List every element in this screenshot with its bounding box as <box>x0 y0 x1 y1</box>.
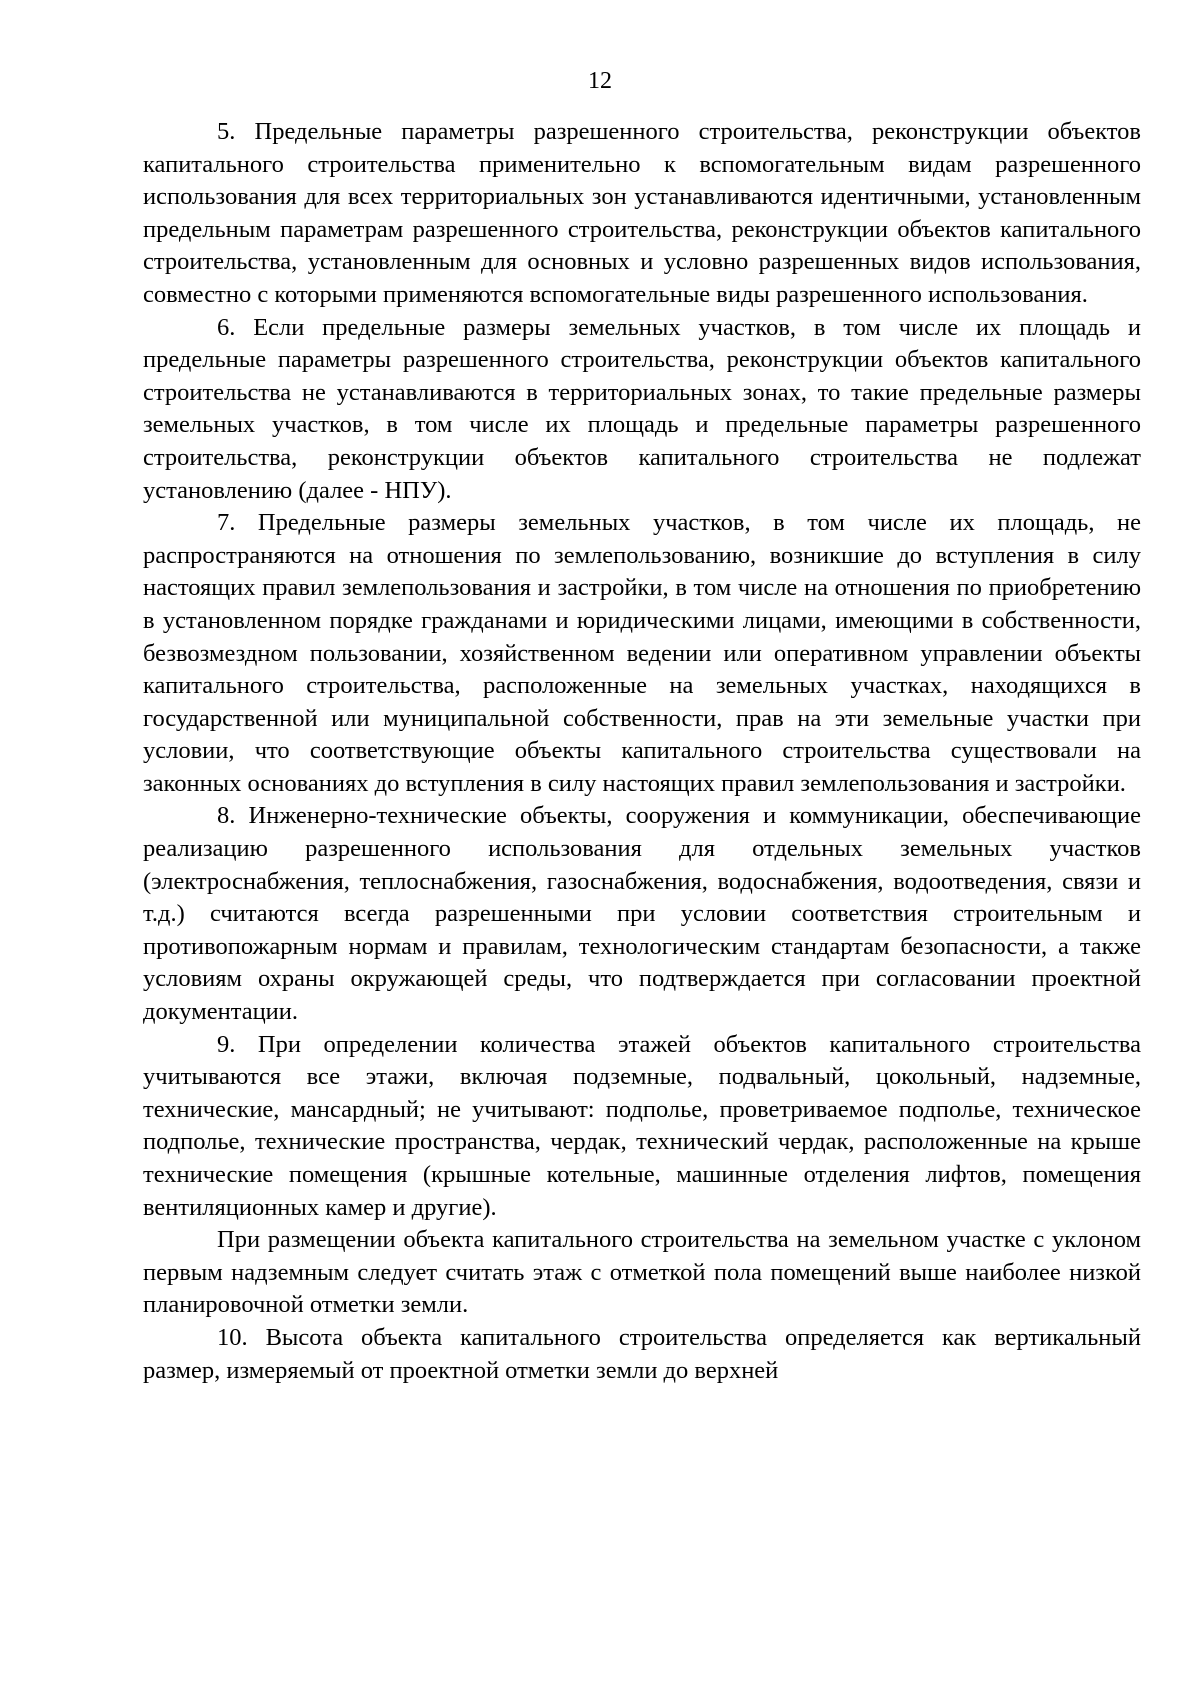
page-number: 12 <box>588 68 612 94</box>
paragraph-10: 10. Высота объекта капитального строительства определяется как вертикальный размер, измеряемый от проектной отметки земли до верхней <box>143 1323 1141 1384</box>
paragraph-6: 6. Если предельные размеры земельных участков, в том числе их площадь и предельные параметры разрешенного строительства, реконструкции объектов капитального строительства не устанавливаются в территориальных зонах, то такие предельные размеры земельных участков, в том числе их площадь и предельные параметры разрешенного строительства, реконструкции объектов капитального строительства не подлежат установлению (далее - НПУ). <box>143 313 1141 504</box>
paragraph-5: 5. Предельные параметры разрешенного строительства, реконструкции объектов капитального строительства применительно к вспомогательным видам разрешенного использования для всех территориальных зон устанавливаются идентичными, установленным предельным параметрам разрешенного строительства, реконструкции объектов капитального строительства, установленным для основных и условно разрешенных видов использования, совместно с которыми применяются вспомогательные виды разрешенного использования. <box>143 118 1141 308</box>
paragraph-9: 9. При определении количества этажей объектов капитального строительства учитываются все этажи, включая подземные, подвальный, цокольный, надземные, технические, мансардный; не учитывают: подполье, проветриваемое подполье, техническое подполье, технические пространства, чердак, технический чердак, расположенные на крыше технические помещения (крышные котельные, машинные отделения лифтов, помещения вентиляционных камер и другие). <box>143 1030 1141 1221</box>
document-body <box>143 116 1141 1387</box>
paragraph-7: 7. Предельные размеры земельных участков, в том числе их площадь, не распространяются на отношения по землепользованию, возникшие до вступления в силу настоящих правил землепользования и застройки, в том числе на отношения по приобретению в установленном порядке гражданами и юридическими лицами, имеющими в собственности, безвозмездном пользовании, хозяйственном ведении или оперативном управлении объекты капитального строительства, расположенные на земельных участках, находящихся в государственной или муниципальной собственности, прав на эти земельные участки при условии, что соответствующие объекты капитального строительства существовали на законных основаниях до вступления в силу настоящих правил землепользования и застройки. <box>143 509 1141 797</box>
paragraph-8: 8. Инженерно-технические объекты, сооружения и коммуникации, обеспечивающие реализацию разрешенного использования для отдельных земельных участков (электроснабжения, теплоснабжения, газоснабжения, водоснабжения, водоотведения, связи и т.д.) считаются всегда разрешенными при условии соответствия строительным и противопожарным нормам и правилам, технологическим стандартам безопасности, а также условиям охраны окружающей среды, что подтверждается при согласовании проектной документации. <box>143 802 1141 1026</box>
paragraph-9-continuation: При размещении объекта капитального строительства на земельном участке с уклоном первым надземным следует считать этаж с отметкой пола помещений выше наиболее низкой планировочной отметки земли. <box>143 1226 1141 1319</box>
